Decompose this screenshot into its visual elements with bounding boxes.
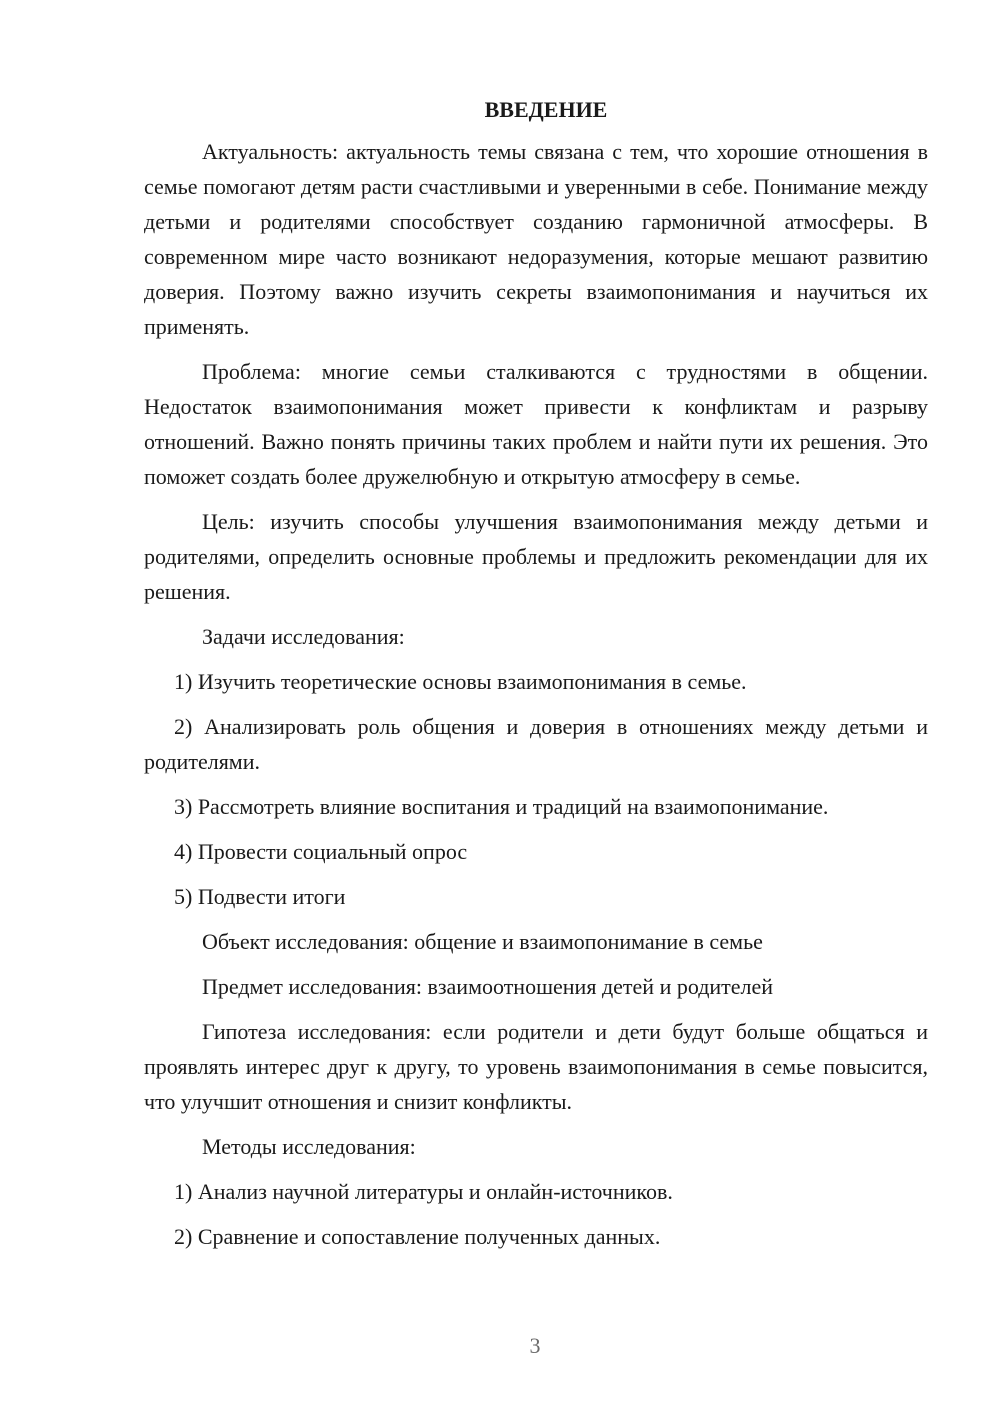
paragraph-subject: Предмет исследования: взаимоотношения детей и родителей: [202, 974, 774, 999]
paragraph-tasks-title: Задачи исследования:: [202, 624, 405, 649]
list-item-method-1: 1) Анализ научной литературы и онлайн-источников.: [174, 1179, 673, 1204]
paragraph-goal: Цель: изучить способы улучшения взаимопонимания между детьми и родителями, определить основные проблемы и предложить рекомендации для их решения.: [144, 509, 928, 604]
section-heading: ВВЕДЕНИЕ: [484, 97, 608, 122]
list-item-task-3: 3) Рассмотреть влияние воспитания и традиций на взаимопонимание.: [174, 794, 829, 819]
list-item-task-4: 4) Провести социальный опрос: [174, 839, 468, 864]
paragraph-relevance: Актуальность: актуальность темы связана с тем, что хорошие отношения в семье помогают детям расти счастливыми и уверенными в себе. Понимание между детьми и родителями способствует созданию гармоничной атмосферы. В современном мире часто возникают недоразумения, которые мешают развитию доверия. Поэтому важно изучить секреты взаимопонимания и научиться их применять.: [144, 139, 928, 339]
paragraph-problem: Проблема: многие семьи сталкиваются с трудностями в общении. Недостаток взаимопонимания может привести к конфликтам и разрыву отношений. Важно понять причины таких проблем и найти пути их решения. Это поможет создать более дружелюбную и открытую атмосферу в семье.: [144, 359, 928, 489]
list-item-task-2: 2) Анализировать роль общения и доверия в отношениях между детьми и родителями.: [144, 714, 928, 774]
list-item-method-2: 2) Сравнение и сопоставление полученных данных.: [174, 1224, 661, 1249]
paragraph-hypothesis: Гипотеза исследования: если родители и дети будут больше общаться и проявлять интерес друг к другу, то уровень взаимопонимания в семье повысится, что улучшит отношения и снизит конфликты.: [144, 1019, 928, 1114]
list-item-task-5: 5) Подвести итоги: [174, 884, 346, 909]
page-number: 3: [529, 1333, 541, 1358]
paragraph-object: Объект исследования: общение и взаимопонимание в семье: [202, 929, 763, 954]
paragraph-methods-title: Методы исследования:: [202, 1134, 416, 1159]
page-content: [144, 96, 928, 1264]
list-item-task-1: 1) Изучить теоретические основы взаимопонимания в семье.: [174, 669, 747, 694]
